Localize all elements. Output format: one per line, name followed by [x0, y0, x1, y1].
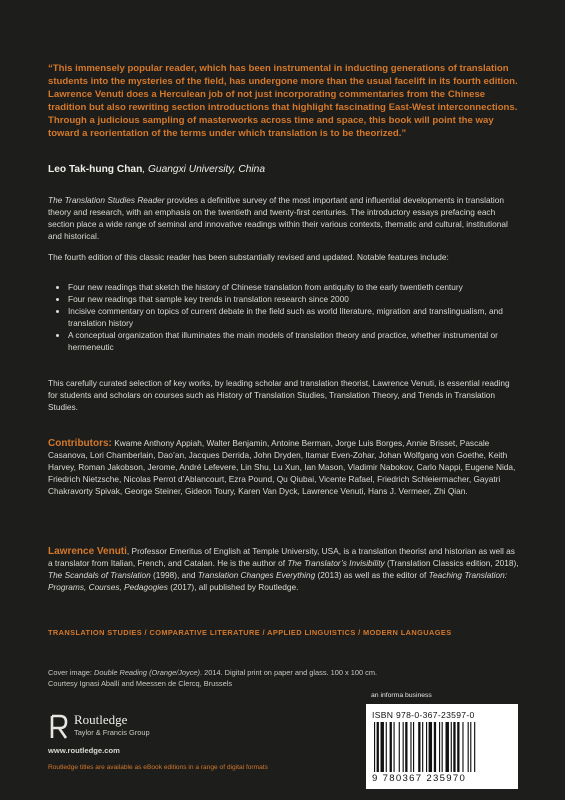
cover-credit-courtesy: Courtesy Ignasi Aballí and Meessen de Clercq, Brussels — [48, 678, 233, 688]
feature-item: • Four new readings that sample key trends in translation research since 2000 — [68, 294, 538, 306]
isbn-text: ISBN 978-0-367-23597-0 — [372, 710, 475, 720]
contributors-block — [48, 438, 520, 498]
quote-attribution — [48, 164, 265, 175]
barcode-bar — [429, 722, 432, 772]
publisher-group: Taylor & Francis Group — [74, 728, 150, 737]
publisher-name: Routledge — [74, 712, 128, 727]
audience-paragraph: This carefully curated selection of key works, by leading scholar and translation theorist, Lawrence Venuti, is essential reading for students and scholars on courses such as History of Translation Studies, Translation Theory, and Trends in Translation Studies. — [48, 378, 510, 412]
bio-book-title: The Translator’s Invisibility — [287, 557, 385, 568]
ebook-note: Routledge titles are available as eBook editions in a range of digital formats — [48, 764, 268, 771]
intro-text: provides a definitive survey of the most important and influential developments in translation theory and research, with an emphasis on the twentieth and twenty-first centuries. The introductory essays prefacing each section place a wide range of seminal and innovative readings within their various contexts, thematic and cultural, institutional and historical. — [48, 195, 508, 241]
barcode-bar — [390, 722, 392, 772]
barcode-bar — [410, 722, 411, 772]
author-name: Lawrence Venuti — [48, 546, 127, 557]
barcode-bar — [462, 722, 463, 772]
informa-tagline: an informa business — [371, 692, 432, 699]
bio-text: , Professor Emeritus of English at Temple University, USA, is a translation theorist and historian as well as a translator from Italian, French, and Catalan. He is the author of — [48, 546, 515, 568]
cover-credit-prefix: Cover image: — [48, 668, 95, 677]
routledge-logo-icon — [48, 712, 70, 742]
quote-author: Leo Tak-hung Chan — [48, 164, 143, 175]
barcode-bar — [374, 722, 375, 772]
barcode-bar — [377, 722, 379, 772]
cover-artwork-title: Double Reading (Orange/Joyce) — [94, 668, 201, 677]
barcode-bar — [434, 722, 436, 772]
bio-text: (Translation Classics edition, 2018), — [384, 557, 519, 568]
book-title: The Translation Studies Reader — [48, 195, 165, 205]
feature-item: • Incisive commentary on topics of current debate in the field such as world literature, migration and translingualism, and translation history — [68, 306, 538, 330]
contributors-label: Contributors: — [48, 438, 112, 449]
barcode-bar — [474, 722, 475, 772]
barcode-bar — [413, 722, 414, 772]
cover-credit-details: . 2014. Digital print on paper and glass. 100 x 100 cm. — [200, 668, 378, 677]
barcode-bar — [386, 722, 387, 772]
bio-book-title: Teaching Translation: Programs, Courses, Pedagogies — [48, 569, 508, 592]
publisher-url: www.routledge.com — [48, 746, 120, 755]
barcode-bar — [446, 722, 449, 772]
barcode-bar — [470, 722, 471, 772]
barcode-bar — [453, 722, 455, 772]
contributors-names: Kwame Anthony Appiah, Walter Benjamin, Antoine Berman, Jorge Luis Borges, Annie Brisset, Pascale Casanova, Lori Chamberlain, Dao’an, Jacques Derrida, John Dryden, Itamar Even-Zohar, Johan Wolfgang von Goethe, Keith Harvey, Roman Jakobson, Jerome, André Lefevere, Lin Shu, Lu Xun, Ian Mason, Vladimir Nabokov, Carlo Nappi, Eugene Nida, Friedrich Nietzsche, Nicolas Perrot d’Ablancourt, Ezra Pound, Qu Qiubai, Vicente Rafael, Friedrich Schleiermacher, Gayatri Chakravorty Spivak, George Steiner, Gideon Toury, Karen Van Dyck, Lawrence Venuti, Hans J. Vermeer, Zhi Qian. — [48, 438, 516, 496]
barcode-bar — [426, 722, 427, 772]
bio-book-title: Translation Changes Everything — [197, 569, 316, 580]
barcode-icon — [374, 722, 512, 772]
barcode-bar — [422, 722, 423, 772]
barcode-number: 9 780367 235970 — [372, 773, 467, 784]
barcode-bar — [403, 722, 404, 772]
barcode-bar — [394, 722, 395, 772]
barcode-bar — [457, 722, 459, 772]
bio-text: (2017), all published by Routledge. — [167, 581, 299, 592]
barcode-bar — [468, 722, 469, 772]
quote-affiliation: , Guangxi University, China — [142, 164, 266, 175]
barcode-bar — [405, 722, 407, 772]
barcode-bar — [442, 722, 443, 772]
barcode-bar — [451, 722, 452, 772]
subject-categories: TRANSLATION STUDIES / COMPARATIVE LITERATURE / APPLIED LINGUISTICS / MODERN LANGUAGES — [48, 628, 452, 637]
intro-paragraph — [48, 195, 520, 243]
barcode-bar — [399, 722, 400, 772]
barcode-bar — [439, 722, 440, 772]
cover-credit — [48, 668, 468, 689]
feature-list — [48, 282, 538, 353]
feature-item: • A conceptual organization that illuminates the main models of translation theory and practice, whether instrumental or hermeneutic — [68, 330, 538, 354]
author-bio — [48, 546, 520, 594]
bio-text: (2013) as well as the editor of — [315, 569, 429, 580]
bio-book-title: The Scandals of Translation — [48, 569, 151, 580]
edition-paragraph: The fourth edition of this classic reader has been substantially revised and updated. Notable features include: — [48, 252, 449, 262]
barcode-bar — [418, 722, 420, 772]
bio-text: (1998), and — [150, 569, 198, 580]
feature-item: • Four new readings that sketch the history of Chinese translation from antiquity to the early twentieth century — [68, 282, 538, 294]
endorsement-quote: “This immensely popular reader, which has been instrumental in inducting generations of translation students into the mysteries of the field, has undergone more than the usual facelift in its fourth edition. Lawrence Venuti does a Herculean job of not just incorporating commentaries from the Chinese tradition but also rewriting section introductions that highlight fascinating East-West interconnections. Through a judicious sampling of masterworks across time and space, this book will point the way toward a reorientation of the terms under which translation is to be theorized.” — [48, 63, 518, 139]
barcode-bar — [381, 722, 384, 772]
